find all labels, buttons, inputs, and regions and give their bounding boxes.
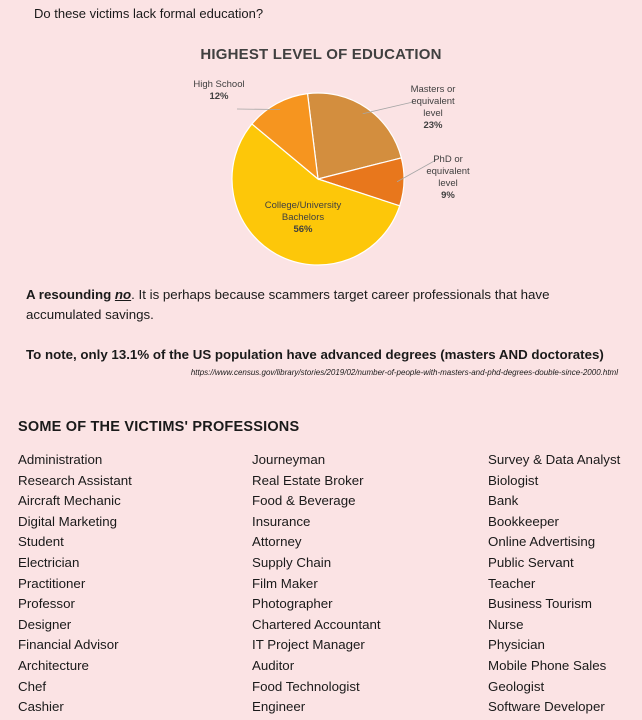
leader-line (237, 109, 280, 110)
profession-item: Software Developer (488, 699, 605, 715)
professions-heading: SOME OF THE VICTIMS' PROFESSIONS (18, 419, 300, 435)
answer-paragraph (26, 285, 586, 325)
professions-column-2 (252, 450, 381, 718)
profession-item: Practitioner (18, 575, 86, 591)
leader-line (363, 102, 413, 114)
advanced-degree-note: To note, only 13.1% of the US population have advanced degrees (masters AND doctorates) (26, 347, 604, 362)
profession-item: Biologist (488, 472, 539, 488)
profession-item: Administration (18, 452, 103, 467)
answer-no: no (114, 287, 132, 302)
profession-item: Bookkeeper (488, 513, 559, 529)
slice-label: College/University Bachelors 56% (264, 200, 342, 235)
profession-item: Auditor (252, 657, 295, 673)
profession-item: Student (18, 534, 64, 550)
professions-column-1 (18, 450, 132, 718)
profession-item: Chef (18, 678, 47, 694)
profession-item: Photographer (252, 596, 333, 612)
profession-item: Online Advertising (488, 534, 596, 550)
profession-item: Engineer (252, 699, 306, 715)
profession-item: Research Assistant (18, 472, 132, 488)
profession-item: Teacher (488, 575, 536, 591)
profession-item: Journeyman (252, 452, 326, 467)
profession-item: Bank (488, 493, 519, 509)
slice-label: Masters or equivalent level 23% (410, 84, 456, 131)
question-text: Do these victims lack formal education? (34, 6, 264, 21)
slice-label: High School 12% (193, 79, 245, 102)
profession-item: Food & Beverage (252, 493, 356, 509)
profession-item: Film Maker (252, 575, 318, 591)
profession-item: Survey & Data Analyst (488, 452, 621, 467)
answer-lead: A resounding (26, 287, 115, 302)
profession-item: Aircraft Mechanic (18, 493, 121, 509)
profession-item: Food Technologist (252, 678, 360, 694)
profession-item: IT Project Manager (252, 637, 365, 653)
profession-item: Supply Chain (252, 554, 332, 570)
profession-item: Nurse (488, 616, 524, 632)
profession-item: Designer (18, 616, 72, 632)
chart-title: HIGHEST LEVEL OF EDUCATION (200, 46, 442, 63)
profession-item: Architecture (18, 657, 89, 673)
profession-item: Cashier (18, 699, 64, 715)
profession-item: Digital Marketing (18, 513, 118, 529)
profession-item: Real Estate Broker (252, 472, 364, 488)
profession-item: Insurance (252, 513, 311, 529)
slice-label: PhD or equivalent level 9% (426, 154, 470, 201)
source-link[interactable]: https://www.census.gov/library/stories/2019/02/number-of-people-with-masters-and-phd-degrees-double-since-2000.html (190, 368, 618, 377)
profession-item: Public Servant (488, 554, 574, 570)
profession-item: Mobile Phone Sales (488, 657, 607, 673)
professions-column-3 (488, 450, 620, 718)
profession-item: Business Tourism (488, 596, 592, 612)
education-chart (0, 40, 642, 275)
profession-item: Professor (18, 596, 75, 612)
profession-item: Physician (488, 637, 545, 653)
profession-item: Financial Advisor (18, 637, 119, 653)
pie-chart-svg (0, 40, 642, 275)
profession-item: Chartered Accountant (252, 616, 381, 632)
profession-item: Electrician (18, 554, 80, 570)
answer-rest: . It is perhaps because scammers target career professionals that have accumulated savings. (26, 287, 550, 322)
profession-item: Geologist (488, 678, 545, 694)
profession-item: Attorney (252, 534, 302, 550)
